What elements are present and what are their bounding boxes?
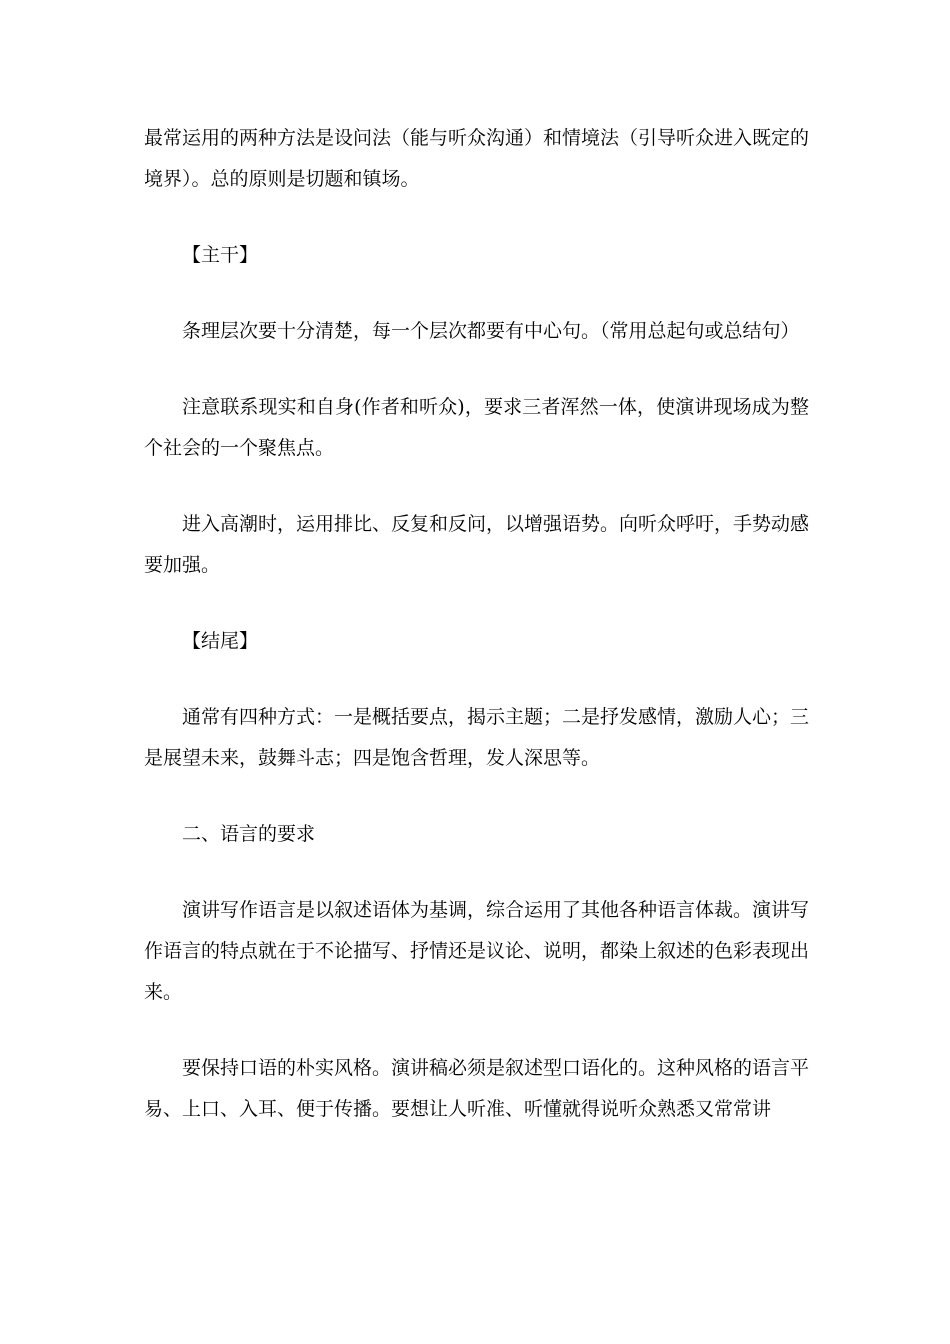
paragraph-gap (144, 1013, 809, 1048)
paragraph-gap (144, 662, 809, 697)
paragraph-gap (144, 586, 809, 621)
paragraph-gap (144, 469, 809, 504)
paragraph-language-basis: 演讲写作语言是以叙述语体为基调，综合运用了其他各种语言体裁。演讲写作语言的特点就在于不论描写、抒情还是议论、说明，都染上叙述的色彩表现出来。 (144, 899, 810, 1003)
heading-body: 【主干】 (182, 244, 259, 266)
section-heading-language: 二、语言的要求 (182, 823, 316, 845)
paragraph-connect-reality: 注意联系现实和自身(作者和听众)，要求三者浑然一体，使演讲现场成为整个社会的一个聚焦点。 (144, 396, 809, 459)
paragraph-ending-methods: 通常有四种方式：一是概括要点，揭示主题；二是抒发感情，激励人心；三是展望未来，鼓舞斗志；四是饱含哲理，发人深思等。 (144, 706, 810, 769)
paragraph-gap (144, 276, 809, 311)
paragraph-climax: 进入高潮时，运用排比、反复和反问，以增强语势。向听众呼吁，手势动感要加强。 (144, 513, 810, 576)
paragraph-gap (144, 779, 809, 814)
paragraph-gap (144, 352, 809, 387)
document-body (144, 118, 809, 1130)
paragraph-gap (144, 855, 809, 890)
paragraph-structure-levels: 条理层次要十分清楚，每一个层次都要有中心句。（常用总起句或总结句） (182, 320, 800, 342)
paragraph-oral-style: 要保持口语的朴实风格。演讲稿必须是叙述型口语化的。这种风格的语言平易、上口、入耳、便于传播。要想让人听准、听懂就得说听众熟悉又常常讲 (144, 1057, 810, 1120)
paragraph-gap (144, 200, 809, 235)
heading-ending: 【结尾】 (182, 630, 259, 652)
paragraph-opening-methods: 最常运用的两种方法是设问法（能与听众沟通）和情境法（引导听众进入既定的境界）。总的原则是切题和镇场。 (144, 127, 810, 190)
